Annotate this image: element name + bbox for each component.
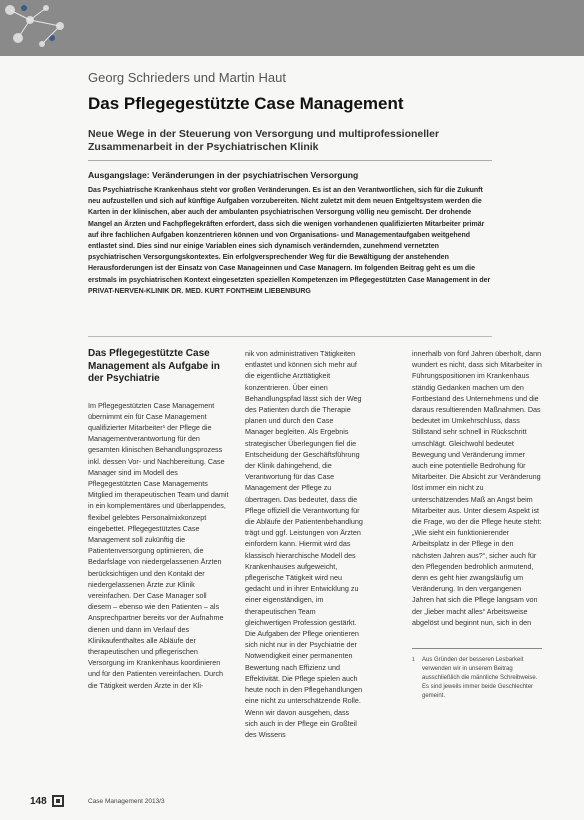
body-text-column-2: nik von administrativen Tätigkeiten entlastet und können sich mehr auf die eigentliche Arzttätigkeit konzentrieren. Über einen Behandlungspfad lässt sich der Weg des Patienten durch die Therapie planen und durch den Case Manager begleiten. Als Ergebnis strategischer Überlegungen fiel die Entscheidung der Geschäftsführung der Klinik dahingehend, die Verantwortung für das Case Management der Pflege zu übertragen. Das bedeutet, dass die Pflege offiziell die Verantwortung für die Abläufe der Patientenbehandlung trägt und ggf. Leistungen von Ärzten einfordern kann. Hiermit wird das klassisch hierarchische Modell des Krankenhauses aufgeweicht, pflegerische Tätigkeit wird neu gedacht und in ihrer Entwicklung zu einer eigenständigen, im therapeutischen Team gleichwertigen Profession gestärkt. Die Aufgaben der Pflege orientieren sich nicht nur in der Psychiatrie der Notwendigkeit einer permanenten Bewertung nach Effizienz und Effektivität. Die Pflege spielen auch heute noch in den Pflegehandlungen eine nicht zu unterschätzende Rolle. Wenn wir davon ausgehen, dass sich auch in der Pflege ein Großteil des Wissens xyxy=(245,349,363,739)
lead-paragraph: Das Psychiatrische Krankenhaus steht vor großen Veränderungen. Es ist an den Verantwortlichen, sich für die Zukunft neu aufzustellen und sich auf künftige Aufgaben vorzubereiten. Nicht zuletzt mit dem neuen Entgeltsystem werden die Karten in der klinischen, aber auch der ambulanten psychiatrischen Versorgung völlig neu gemischt. Der drohende Mangel an Ärzten und Fachpflegekräften erfordert, dass sich die wenigen vorhandenen qualifizierten Mitarbeiter primär auf ihre fachlichen Aufgaben konzentrieren können und von Organisations- und Managementaufgaben weitgehend entlastet sind. Dies sind nur einige Variablen eines sich dynamisch verändernden, zunehmend vernetzten psychiatrischen Versorgungskontextes. Ein erfolgversprechender Weg für die Bewältigung der anstehenden Herausforderungen ist der Einsatz von Case Manageinnen und Case Managern. Im folgenden Beitrag geht es um die erstmals im psychiatrischen Kontext eingesetzten speziellen Kompetenzen im Pflegegestützten Case Management in der PRIVAT-NERVEN-KLINIK DR. MED. KURT FONTHEIM LIEBENBURG xyxy=(88,187,491,295)
article-authors: Georg Schrieders und Martin Haut xyxy=(88,70,286,85)
divider xyxy=(88,336,492,337)
body-text-column-1: Im Pflegegestützten Case Management übernimmt ein für Case Management qualifizierter Mitarbeiter¹ der Pflege die Managementverantwortung für den gesamten klinischen Behandlungsprozess inkl. dessen Vor- und Nachbereitung. Case Manager sind im Modell des Pflegegestützten Case Managements Mitglied im therapeutischen Team und damit in ein komplementäres und überlappendes, flexibel gelebtes Personalmixkonzept eingebettet. Pflegegestütztes Case Management soll zukünftig die Patientenversorgung optimieren, die Bedarfslage von niedergelassenen Ärzten berücksichtigen und den Kontakt der niedergelassenen Ärzte zur Klinik vereinfachen. Der Case Manager soll diesem – ebenso wie den Patienten – als Ansprechpartner bereits vor der Aufnahme dienen und dann im Verlauf des Klinikaufenthaltes alle Abläufe der therapeutischen und pflegerischen Versorgung im Krankenhaus koordinieren und für den Patienten vereinfachen. Durch die Tätigkeit werden Ärzte in der Kli- xyxy=(88,400,229,690)
page-footer xyxy=(24,796,544,812)
article-subtitle: Neue Wege in der Steuerung von Versorgung und multiprofessioneller Zusammenarbeit in der Psychiatrischen Klinik xyxy=(88,128,440,153)
column-3 xyxy=(412,348,542,628)
column-1 xyxy=(88,348,230,691)
footnote-text: Aus Gründen der besseren Lesbarkeit verwenden wir in unserem Beitrag ausschließlich die männliche Schreibweise. Es sind jeweils immer beide Geschlechter gemeint. xyxy=(422,657,538,699)
body-text-column-3: innerhalb von fünf Jahren überholt, dann wundert es nicht, dass sich Mitarbeiter in Führungspositionen im Krankenhaus ständig Gedanken machen um den Fortbestand des Unternehmens und die daraus resultierenden Maßnahmen. Das bedeutet im Umkehrschluss, dass Stillstand sehr schnell in Rückschritt umschlägt. Gleichwohl bedeutet Bewegung und Veränderung immer auch eine potentielle Bedrohung für Mitarbeiter. Die Absicht zur Veränderung löst immer ein nicht zu unterschätzendes Maß an Angst beim Mitarbeiter aus. Unter diesem Aspekt ist die Frage, wo der die Pflege heute steht: „Wie sieht ein funktionierender Arbeitsplatz in der Pflege in den nächsten Jahren aus?“, sicher auch für den Pflegenden bedrohlich anmutend, denn es geht hier zwangsläufig um Veränderung. In den vergangenen Jahren hat sich die Pflege langsam von der „lieber macht alles“ Arbeitsweise abgelöst und beginnt nun, sich in den xyxy=(412,349,542,627)
column-2 xyxy=(245,348,363,740)
journal-name: Case Management 2013/3 xyxy=(88,798,165,805)
molecule-graphic-icon xyxy=(0,0,110,56)
divider xyxy=(88,160,492,161)
footnote xyxy=(412,656,542,701)
journal-logo-icon xyxy=(52,795,64,807)
lead-heading: Ausgangslage: Veränderungen in der psychiatrischen Versorgung xyxy=(88,170,359,180)
footnote-marker: 1 xyxy=(412,657,415,663)
article-title: Das Pflegegestützte Case Management xyxy=(88,94,404,113)
section-heading: Das Pflegegestützte Case Management als Aufgabe in der Psychiatrie xyxy=(88,348,220,384)
page-number: 148 xyxy=(30,796,47,807)
header-band xyxy=(0,0,584,56)
footnote-divider xyxy=(412,648,542,649)
